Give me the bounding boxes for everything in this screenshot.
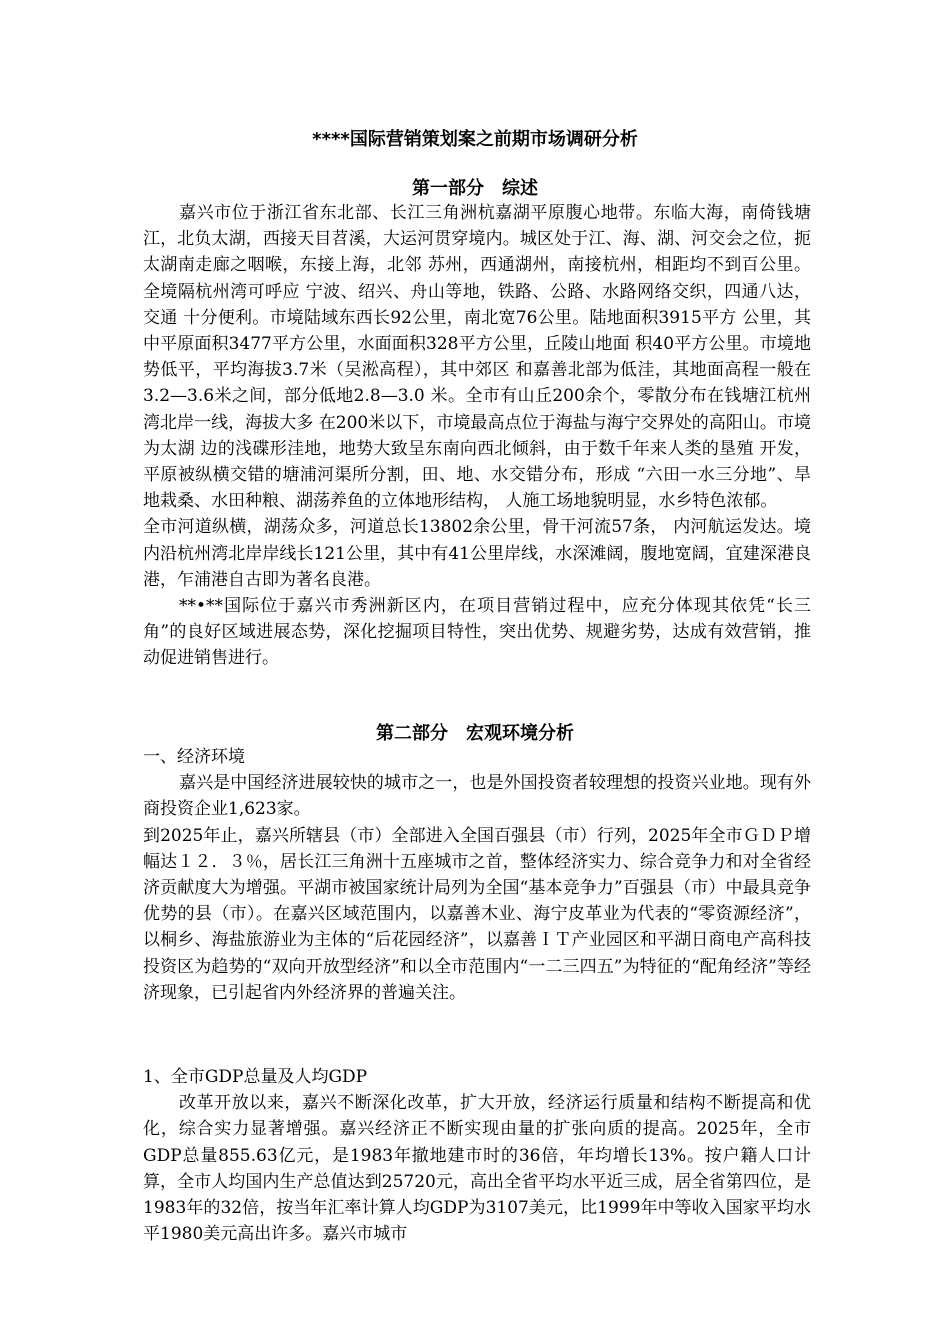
part2-paragraph-2: 到2025年止，嘉兴所辖县（市）全部进入全国百强县（市）行列，2025年全市ＧＤＰ增幅达１２．３％，居长江三角洲十五座城市之首，整体经济实力、综合竞争力和对全省经济贡献度大为增强。平湖市被国家统计局列为全国“基本竞争力”百强县（市）中最具竞争优势的县（市）。在嘉兴区域范围内，以嘉善木业、海宁皮革业为代表的“零资源经济”，以桐乡、海盐旅游业为主体的“后花园经济”，以嘉善ＩＴ产业园区和平湖日商电产高科技投资区为趋势的“双向开放型经济”和以全市范围内“一二三四五”为特征的“配角经济”等经济现象，已引起省内外经济界的普遍关注。 [143,825,811,1003]
document-title: ****国际营销策划案之前期市场调研分析 [312,129,638,150]
part2-body [143,744,811,1006]
part1-paragraph-1: 嘉兴市位于浙江省东北部、长江三角洲杭嘉湖平原腹心地带。东临大海，南倚钱塘江，北负太湖，西接天目苕溪，大运河贯穿境内。城区处于江、海、湖、河交会之位，扼太湖南走廊之咽喉，东接上海，北邻 苏州，西通湖州，南接杭州，相距均不到百公里。全境隔杭州湾可呼应 宁波、绍兴、舟山等地，铁路、公路、水路网络交织，四通八达，交通 十分便利。市境陆域东西长92公里，南北宽76公里。陆地面积3915平方 公里，其中平原面积3477平方公里，水面面积328平方公里，丘陵山地面 积40平方公里。市境地势低平，平均海拔3.7米（吴淞高程），其中郊区 和嘉善北部为低洼，其地面高程一般在3.2—3.6米之间，部分低地2.8—3.0 米。全市有山丘200余个，零散分布在钱塘江杭州湾北岸一线，海拔大多 在200米以下，市境最高点位于海盐与海宁交界处的高阳山。市境为太湖 边的浅碟形洼地，地势大致呈东南向西北倾斜，由于数千年来人类的垦殖 开发，平原被纵横交错的塘浦河渠所分割，田、地、水交错分布，形成 “六田一水三分地”、旱地栽桑、水田种粮、湖荡养鱼的立体地形结构， 人施工场地貌明显，水乡特色浓郁。 [143,203,811,512]
part2-paragraph-1: 嘉兴是中国经济进展较快的城市之一，也是外国投资者较理想的投资兴业地。现有外商投资企业1,623家。 [143,773,811,820]
part2-body-continued [143,1064,811,1247]
part2-paragraph-3: 改革开放以来，嘉兴不断深化改革，扩大开放，经济运行质量和结构不断提高和优化，综合实力显著增强。嘉兴经济正不断实现由量的扩张向质的提高。2025年，全市GDP总量855.63亿元，是1983年撤地建市时的36倍，年均增长13%。按户籍人口计算，全市人均国内生产总值达到25720元，高出全省平均水平近三成，居全省第四位，是1983年的32倍，按当年汇率计算人均GDP为3107美元，比1999年中等收入国家平均水平1980美元高出许多。嘉兴市城市 [143,1093,811,1245]
part2-heading: 第二部分 宏观环境分析 [376,723,574,744]
section-economic-environment: 一、经济环境 [143,747,245,767]
part1-body [143,200,811,672]
part1-paragraph-2: 全市河道纵横，湖荡众多，河道总长13802余公里，骨干河流57条， 内河航运发达。境内沿杭州湾北岸岸线长121公里，其中有41公里岸线，水深滩阔，腹地宽阔，宜建深港良港，乍浦港自古即为著名良港。 [143,517,811,590]
part1-paragraph-3: **•**国际位于嘉兴市秀洲新区内，在项目营销过程中，应充分体现其依凭“长三角”的良好区域进展态势，深化挖掘项目特性，突出优势、规避劣势，达成有效营销，推动促进销售进行。 [143,596,811,669]
part1-heading: 第一部分 综述 [412,178,538,199]
section-gdp: 1、全市GDP总量及人均GDP [143,1067,368,1087]
